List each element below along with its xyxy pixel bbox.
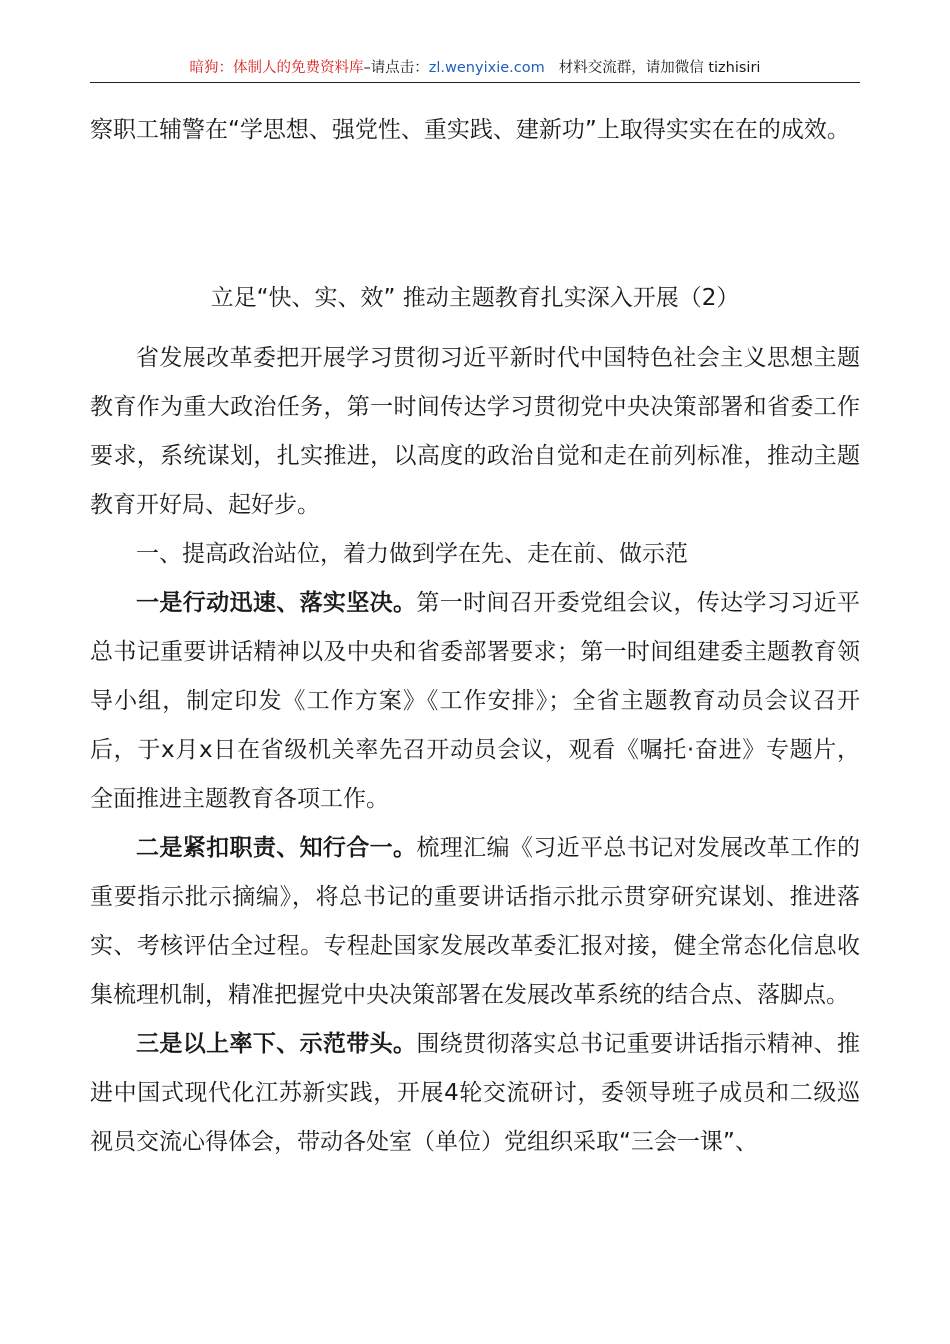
point-text-2: 梳理汇编《习近平总书记对发展改革工作的重要指示批示摘编》，将总书记的重要讲话指示批示贯穿研究谋划、推进落实、考核评估全过程。专程赴国家发展改革委汇报对接，健全常态化信息收集梳理机制，精准把握党中央决策部署在发展改革系统的结合点、落脚点。 [90, 835, 861, 1008]
point-paragraph-2 [90, 824, 860, 1020]
point-text-1: 第一时间召开委党组会议，传达学习习近平总书记重要讲话精神以及中央和省委部署要求；第一时间组建委主题教育领导小组，制定印发《工作方案》《工作安排》；全省主题教育动员会议召开后，于x月x日在省级机关率先召开动员会议，观看《嘱托·奋进》专题片，全面推进主题教育各项工作。 [90, 590, 861, 812]
point-paragraph-1 [90, 579, 860, 824]
point-paragraph-3 [90, 1020, 860, 1167]
continuation-paragraph: 察职工辅警在“学思想、强党性、重实践、建新功”上取得实实在在的成效。 [90, 117, 850, 143]
intro-paragraph: 省发展改革委把开展学习贯彻习近平新时代中国特色社会主义思想主题教育作为重大政治任务，第一时间传达学习贯彻党中央决策部署和省委工作要求，系统谋划，扎实推进，以高度的政治自觉和走在前列标准，推动主题教育开好局、起好步。 [90, 345, 860, 518]
header-click-prefix: –请点击： [363, 60, 429, 76]
header-url-link[interactable]: zl.wenyixie.com [428, 60, 545, 76]
point-lead-2: 二是紧扣职责、知行合一。 [136, 835, 417, 861]
point-text-3: 围绕贯彻落实总书记重要讲话指示精神、推进中国式现代化江苏新实践，开展4轮交流研讨，委领导班子成员和二级巡视员交流心得体会，带动各处室（单位）党组织采取“三会一课”、 [90, 1031, 861, 1155]
article-title: 立足“快、实、效” 推动主题教育扎实深入开展（2） [210, 285, 740, 311]
header-site-name: 暗狗：体制人的免费资料库 [189, 60, 364, 76]
article-body [90, 334, 860, 1167]
section-heading: 一、提高政治站位，着力做到学在先、走在前、做示范 [136, 541, 688, 567]
continuation-block [90, 106, 860, 155]
header-divider [90, 82, 860, 83]
page-header [90, 58, 860, 78]
point-lead-3: 三是以上率下、示范带头。 [136, 1031, 417, 1057]
point-lead-1: 一是行动迅速、落实坚决。 [136, 590, 417, 616]
header-group-text: 材料交流群，请加微信 tizhisiri [558, 60, 761, 76]
